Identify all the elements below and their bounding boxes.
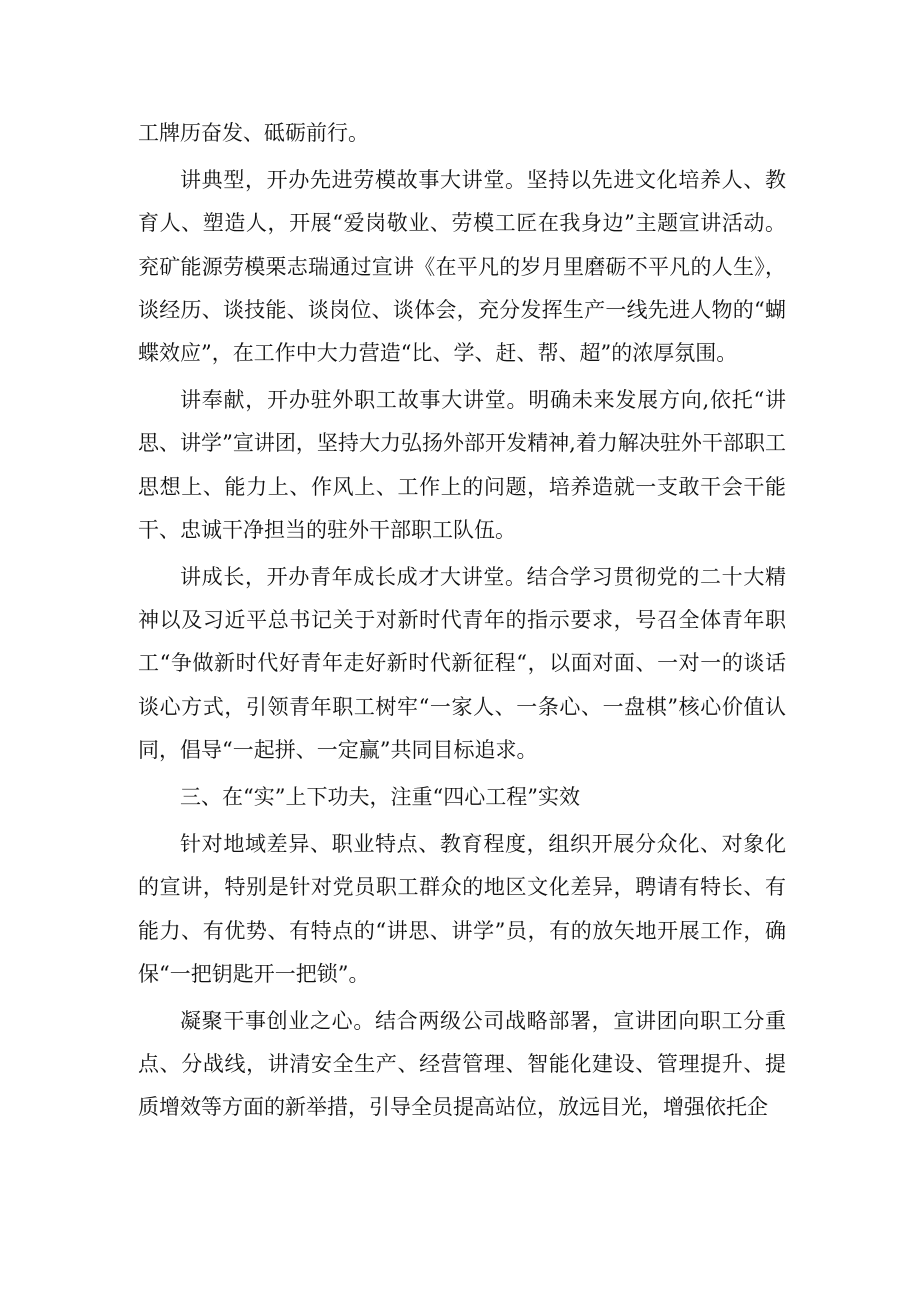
paragraph-youth-growth: 讲成长，开办青年成长成才大讲堂。结合学习贯彻党的二十大精神以及习近平总书记关于对新时代青年的指示要求，号召全体青年职工“争做新时代好青年走好新时代新征程“，以面对面、一对一的谈话谈心方式，引领青年职工树牢“一家人、一条心、一盘棋”核心价值认同，倡导“一起拼、一定赢”共同目标追求。	[138, 565, 786, 762]
document-body	[138, 112, 786, 1130]
section-heading-three: 三、在“实”上下功夫，注重“四心工程”实效	[180, 785, 580, 810]
paragraph-dedication: 讲奉献，开办驻外职工故事大讲堂。明确未来发展方向,依托“讲思、讲学”宣讲团，坚持大力弘扬外部开发精神,着力解决驻外干部职工思想上、能力上、作风上、工作上的问题，培养造就一支敢干会干能干、忠诚干净担当的驻外干部职工队伍。	[138, 388, 786, 542]
paragraph-targeted-outreach: 针对地域差异、职业特点、教育程度，组织开展分众化、对象化的宣讲，特别是针对党员职工群众的地区文化差异，聘请有特长、有能力、有优势、有特点的“讲思、讲学”员，有的放矢地开展工作，确保“一把钥匙开一把锁”。	[138, 832, 786, 986]
paragraph-model-workers: 讲典型，开办先进劳模故事大讲堂。坚持以先进文化培养人、教育人、塑造人，开展“爱岗敬业、劳模工匠在我身边”主题宣讲活动。兖矿能源劳模栗志瑞通过宣讲《在平凡的岁月里磨砺不平凡的人生》，谈经历、谈技能、谈岗位、谈体会，充分发挥生产一线先进人物的“蝴蝶效应”，在工作中大力营造“比、学、赶、帮、超”的浓厚氛围。	[138, 168, 786, 366]
paragraph-continuation: 工牌历奋发、砥砺前行。	[138, 121, 369, 145]
paragraph-unite-hearts: 凝聚干事创业之心。结合两级公司战略部署，宣讲团向职工分重点、分战线，讲清安全生产、经营管理、智能化建设、管理提升、提质增效等方面的新举措，引导全员提高站位，放远目光，增强依托企	[138, 1009, 786, 1120]
